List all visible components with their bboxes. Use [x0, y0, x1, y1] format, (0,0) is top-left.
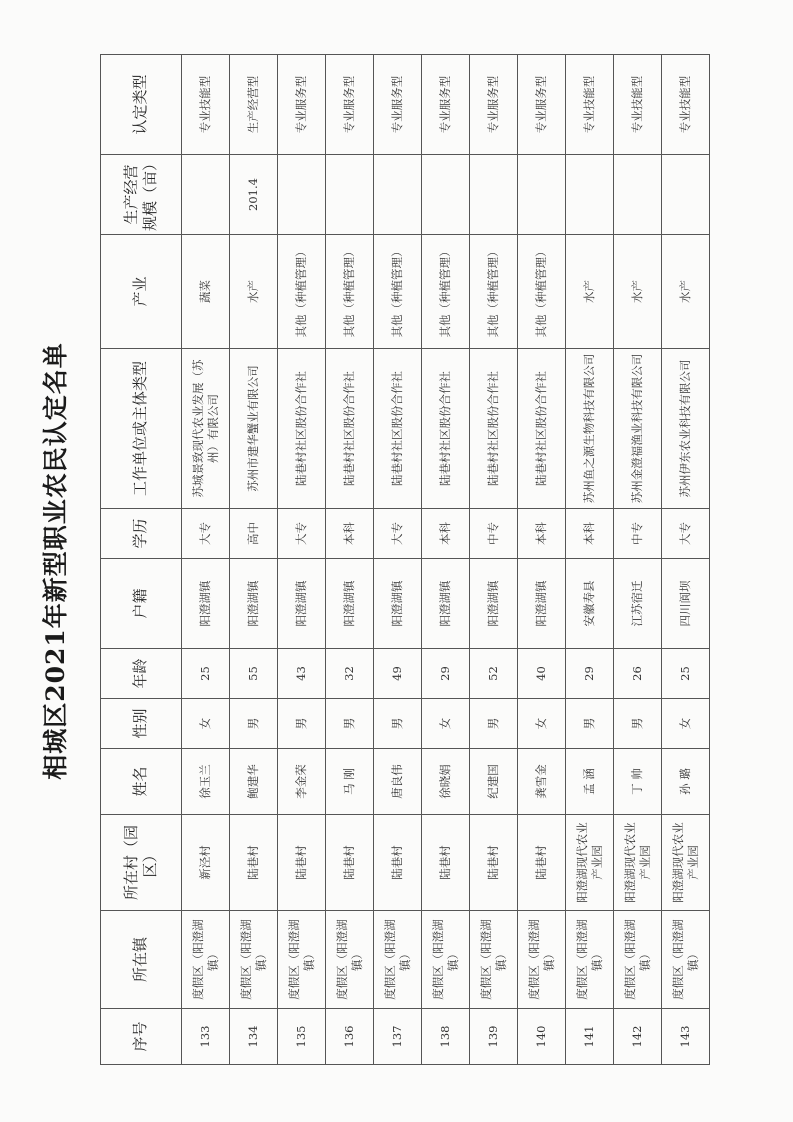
cell-village: 陆巷村 [518, 815, 566, 911]
cell-age: 26 [614, 649, 662, 699]
cell-town: 度假区（阳澄湖镇） [374, 911, 422, 1009]
cell-type: 专业服务型 [470, 55, 518, 155]
cell-town: 度假区（阳澄湖镇） [614, 911, 662, 1009]
cell-hukou: 阳澄湖镇 [374, 559, 422, 649]
cell-type: 专业技能型 [182, 55, 230, 155]
cell-edu: 高中 [230, 509, 278, 559]
cell-name: 孙 璐 [662, 749, 710, 815]
cell-gender: 男 [230, 699, 278, 749]
cell-hukou: 阳澄湖镇 [326, 559, 374, 649]
cell-employer: 陆巷村社区股份合作社 [374, 349, 422, 509]
cell-age: 49 [374, 649, 422, 699]
cell-type: 专业技能型 [566, 55, 614, 155]
cell-gender: 女 [182, 699, 230, 749]
cell-gender: 女 [518, 699, 566, 749]
cell-name: 鲍建华 [230, 749, 278, 815]
cell-gender: 男 [326, 699, 374, 749]
cell-edu: 大专 [182, 509, 230, 559]
cell-type: 专业服务型 [518, 55, 566, 155]
cell-edu: 中专 [470, 509, 518, 559]
cell-age: 40 [518, 649, 566, 699]
cell-scale [278, 155, 326, 235]
cell-industry: 其他（种植管理） [326, 235, 374, 349]
cell-no: 138 [422, 1009, 470, 1065]
cell-type: 专业服务型 [278, 55, 326, 155]
cell-town: 度假区（阳澄湖镇） [422, 911, 470, 1009]
cell-industry: 其他（种植管理） [278, 235, 326, 349]
cell-hukou: 阳澄湖镇 [230, 559, 278, 649]
cell-type: 专业服务型 [374, 55, 422, 155]
cell-no: 137 [374, 1009, 422, 1065]
cell-employer: 苏州市建华蟹业有限公司 [230, 349, 278, 509]
cell-name: 龚雪金 [518, 749, 566, 815]
header-edu: 学历 [101, 509, 182, 559]
cell-town: 度假区（阳澄湖镇） [566, 911, 614, 1009]
cell-village: 陆巷村 [230, 815, 278, 911]
document-title: 相城区2021年新型职业农民认定名单 [41, 342, 70, 780]
cell-industry: 其他（种植管理） [422, 235, 470, 349]
cell-gender: 男 [614, 699, 662, 749]
cell-age: 25 [182, 649, 230, 699]
cell-no: 141 [566, 1009, 614, 1065]
cell-age: 29 [422, 649, 470, 699]
cell-employer: 苏州鱼之源生物科技有限公司 [566, 349, 614, 509]
cell-town: 度假区（阳澄湖镇） [662, 911, 710, 1009]
cell-no: 142 [614, 1009, 662, 1065]
cell-age: 29 [566, 649, 614, 699]
table-header-row [101, 55, 182, 1065]
cell-industry: 其他（种植管理） [518, 235, 566, 349]
cell-no: 135 [278, 1009, 326, 1065]
cell-type: 专业技能型 [662, 55, 710, 155]
cell-scale [470, 155, 518, 235]
cell-industry: 蔬菜 [182, 235, 230, 349]
cell-industry: 其他（种植管理） [470, 235, 518, 349]
table-row [374, 55, 422, 1065]
cell-town: 度假区（阳澄湖镇） [230, 911, 278, 1009]
cell-type: 专业服务型 [422, 55, 470, 155]
cell-edu: 中专 [614, 509, 662, 559]
cell-employer: 陆巷村社区股份合作社 [422, 349, 470, 509]
cell-scale [518, 155, 566, 235]
header-employer: 工作单位或主体类型 [101, 349, 182, 509]
header-type: 认定类型 [101, 55, 182, 155]
cell-no: 143 [662, 1009, 710, 1065]
cell-employer: 陆巷村社区股份合作社 [278, 349, 326, 509]
table-row [614, 55, 662, 1065]
cell-industry: 水产 [662, 235, 710, 349]
cell-type: 生产经营型 [230, 55, 278, 155]
cell-village: 陆巷村 [278, 815, 326, 911]
cell-name: 李金荣 [278, 749, 326, 815]
cell-village: 阳澄湖现代农业产业园 [566, 815, 614, 911]
table-row [182, 55, 230, 1065]
table-row [278, 55, 326, 1065]
table-row [662, 55, 710, 1065]
cell-hukou: 四川阆坝 [662, 559, 710, 649]
table-row [566, 55, 614, 1065]
cell-age: 25 [662, 649, 710, 699]
cell-no: 139 [470, 1009, 518, 1065]
table-row [518, 55, 566, 1065]
cell-hukou: 阳澄湖镇 [422, 559, 470, 649]
cell-no: 133 [182, 1009, 230, 1065]
cell-type: 专业服务型 [326, 55, 374, 155]
cell-name: 徐晓娟 [422, 749, 470, 815]
cell-town: 度假区（阳澄湖镇） [518, 911, 566, 1009]
table-body [182, 55, 710, 1065]
header-town: 所在镇 [101, 911, 182, 1009]
cell-industry: 水产 [230, 235, 278, 349]
cell-village: 陆巷村 [326, 815, 374, 911]
cell-gender: 男 [374, 699, 422, 749]
cell-name: 徐玉兰 [182, 749, 230, 815]
header-age: 年龄 [101, 649, 182, 699]
header-village: 所在村（园区） [101, 815, 182, 911]
cell-hukou: 阳澄湖镇 [518, 559, 566, 649]
cell-village: 陆巷村 [470, 815, 518, 911]
farmer-list-table [100, 54, 710, 1065]
cell-scale: 201.4 [230, 155, 278, 235]
cell-village: 陆巷村 [374, 815, 422, 911]
cell-employer: 苏城景致现代农业发展（苏州）有限公司 [182, 349, 230, 509]
cell-type: 专业技能型 [614, 55, 662, 155]
cell-gender: 男 [566, 699, 614, 749]
cell-employer: 苏州金澄福渔业科技有限公司 [614, 349, 662, 509]
table-row [470, 55, 518, 1065]
header-scale: 生产经营规模（亩） [101, 155, 182, 235]
cell-town: 度假区（阳澄湖镇） [326, 911, 374, 1009]
cell-scale [566, 155, 614, 235]
cell-village: 阳澄湖现代农业产业园 [662, 815, 710, 911]
cell-employer: 苏州伊东农业科技有限公司 [662, 349, 710, 509]
cell-scale [182, 155, 230, 235]
cell-village: 新泾村 [182, 815, 230, 911]
cell-gender: 女 [422, 699, 470, 749]
table-row [422, 55, 470, 1065]
cell-name: 丁 帅 [614, 749, 662, 815]
cell-age: 52 [470, 649, 518, 699]
cell-employer: 陆巷村社区股份合作社 [470, 349, 518, 509]
cell-gender: 女 [662, 699, 710, 749]
header-name: 姓名 [101, 749, 182, 815]
cell-village: 阳澄湖现代农业产业园 [614, 815, 662, 911]
cell-no: 134 [230, 1009, 278, 1065]
cell-industry: 水产 [614, 235, 662, 349]
cell-age: 55 [230, 649, 278, 699]
cell-name: 马 刚 [326, 749, 374, 815]
header-no: 序号 [101, 1009, 182, 1065]
cell-gender: 男 [278, 699, 326, 749]
header-industry: 产业 [101, 235, 182, 349]
cell-age: 32 [326, 649, 374, 699]
cell-hukou: 安徽寿县 [566, 559, 614, 649]
table-row [326, 55, 374, 1065]
cell-name: 唐良伟 [374, 749, 422, 815]
cell-edu: 本科 [326, 509, 374, 559]
cell-industry: 其他（种植管理） [374, 235, 422, 349]
cell-no: 136 [326, 1009, 374, 1065]
cell-scale [326, 155, 374, 235]
cell-edu: 大专 [278, 509, 326, 559]
header-gender: 性别 [101, 699, 182, 749]
cell-scale [614, 155, 662, 235]
cell-edu: 本科 [566, 509, 614, 559]
cell-employer: 陆巷村社区股份合作社 [326, 349, 374, 509]
cell-hukou: 阳澄湖镇 [278, 559, 326, 649]
cell-edu: 本科 [422, 509, 470, 559]
cell-town: 度假区（阳澄湖镇） [470, 911, 518, 1009]
cell-gender: 男 [470, 699, 518, 749]
cell-hukou: 江苏宿迁 [614, 559, 662, 649]
cell-name: 孟 涵 [566, 749, 614, 815]
cell-scale [662, 155, 710, 235]
cell-no: 140 [518, 1009, 566, 1065]
cell-industry: 水产 [566, 235, 614, 349]
table-row [230, 55, 278, 1065]
cell-scale [374, 155, 422, 235]
cell-name: 纪建国 [470, 749, 518, 815]
cell-hukou: 阳澄湖镇 [470, 559, 518, 649]
cell-employer: 陆巷村社区股份合作社 [518, 349, 566, 509]
cell-scale [422, 155, 470, 235]
cell-town: 度假区（阳澄湖镇） [182, 911, 230, 1009]
cell-hukou: 阳澄湖镇 [182, 559, 230, 649]
cell-edu: 大专 [374, 509, 422, 559]
cell-village: 陆巷村 [422, 815, 470, 911]
header-hukou: 户籍 [101, 559, 182, 649]
cell-edu: 本科 [518, 509, 566, 559]
cell-age: 43 [278, 649, 326, 699]
cell-town: 度假区（阳澄湖镇） [278, 911, 326, 1009]
cell-edu: 大专 [662, 509, 710, 559]
